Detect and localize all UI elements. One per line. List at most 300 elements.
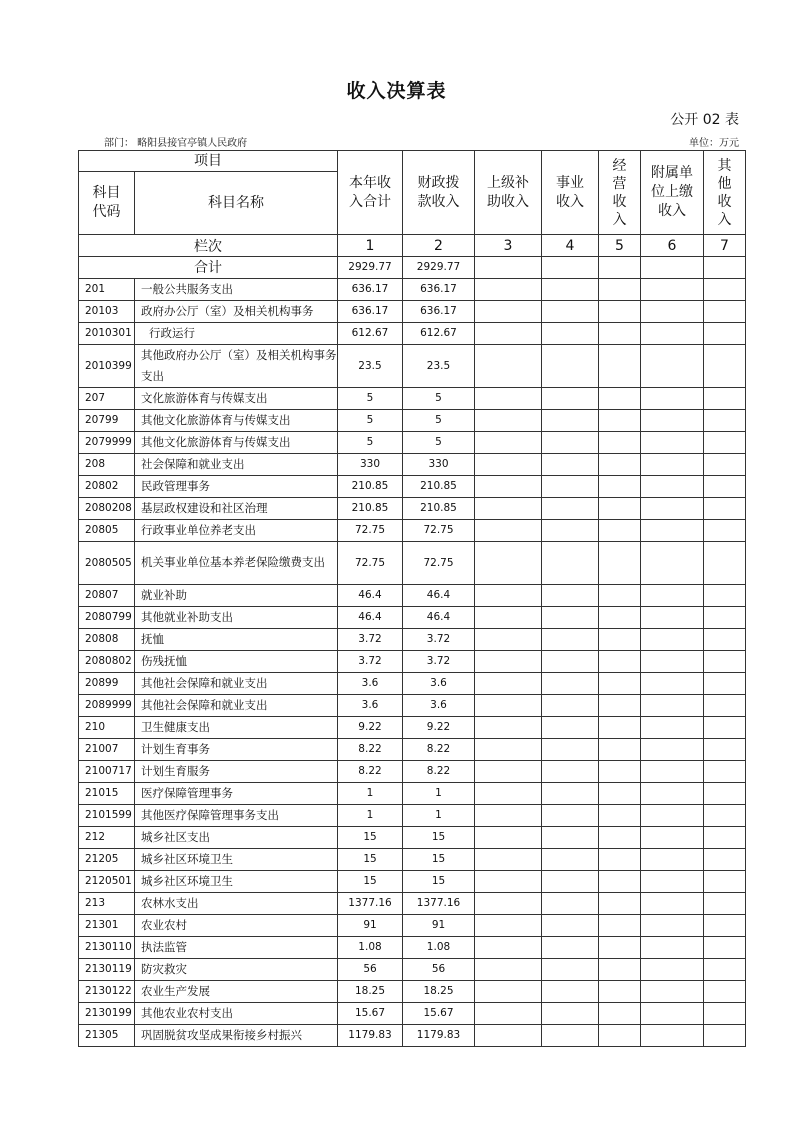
row-superior-subsidy bbox=[475, 387, 542, 409]
row-total-income: 3.6 bbox=[338, 672, 403, 694]
row-operating-income bbox=[599, 672, 641, 694]
row-operating-income bbox=[599, 541, 641, 584]
row-superior-subsidy bbox=[475, 848, 542, 870]
row-name: 农林水支出 bbox=[135, 892, 338, 914]
row-code: 2130199 bbox=[79, 1002, 135, 1024]
row-code: 20799 bbox=[79, 409, 135, 431]
row-business-income bbox=[542, 1024, 599, 1046]
row-other-income bbox=[704, 584, 746, 606]
row-superior-subsidy bbox=[475, 892, 542, 914]
row-superior-subsidy bbox=[475, 584, 542, 606]
row-operating-income bbox=[599, 870, 641, 892]
row-superior-subsidy bbox=[475, 519, 542, 541]
table-row bbox=[79, 431, 746, 453]
row-superior-subsidy bbox=[475, 672, 542, 694]
unit-label: 单位：万元 bbox=[689, 138, 739, 149]
row-operating-income bbox=[599, 694, 641, 716]
row-name: 其他就业补助支出 bbox=[135, 606, 338, 628]
total-c6 bbox=[641, 257, 704, 279]
row-fiscal-income: 15 bbox=[403, 870, 475, 892]
row-other-income bbox=[704, 870, 746, 892]
table-row bbox=[79, 344, 746, 387]
row-affiliate-income bbox=[641, 322, 704, 344]
row-business-income bbox=[542, 650, 599, 672]
row-code: 207 bbox=[79, 387, 135, 409]
row-affiliate-income bbox=[641, 409, 704, 431]
row-fiscal-income: 15 bbox=[403, 848, 475, 870]
row-fiscal-income: 636.17 bbox=[403, 278, 475, 300]
row-affiliate-income bbox=[641, 431, 704, 453]
row-other-income bbox=[704, 914, 746, 936]
row-business-income bbox=[542, 409, 599, 431]
row-code: 2100717 bbox=[79, 760, 135, 782]
row-total-income: 72.75 bbox=[338, 541, 403, 584]
table-row bbox=[79, 497, 746, 519]
row-affiliate-income bbox=[641, 497, 704, 519]
col-number-4: 4 bbox=[542, 235, 599, 257]
row-other-income bbox=[704, 826, 746, 848]
row-name: 政府办公厅（室）及相关机构事务 bbox=[135, 300, 338, 322]
row-affiliate-income bbox=[641, 848, 704, 870]
row-code: 2010399 bbox=[79, 344, 135, 387]
row-business-income bbox=[542, 804, 599, 826]
row-superior-subsidy bbox=[475, 914, 542, 936]
table-row bbox=[79, 672, 746, 694]
row-total-income: 636.17 bbox=[338, 300, 403, 322]
row-name: 其他社会保障和就业支出 bbox=[135, 672, 338, 694]
row-operating-income bbox=[599, 716, 641, 738]
table-row bbox=[79, 1002, 746, 1024]
row-business-income bbox=[542, 914, 599, 936]
row-fiscal-income: 210.85 bbox=[403, 497, 475, 519]
row-business-income bbox=[542, 738, 599, 760]
total-c2: 2929.77 bbox=[403, 257, 475, 279]
row-fiscal-income: 3.6 bbox=[403, 672, 475, 694]
row-total-income: 1 bbox=[338, 782, 403, 804]
row-name: 计划生育服务 bbox=[135, 760, 338, 782]
table-row bbox=[79, 694, 746, 716]
table-row bbox=[79, 475, 746, 497]
row-affiliate-income bbox=[641, 650, 704, 672]
row-name: 卫生健康支出 bbox=[135, 716, 338, 738]
row-fiscal-income: 612.67 bbox=[403, 322, 475, 344]
table-row bbox=[79, 738, 746, 760]
row-other-income bbox=[704, 738, 746, 760]
table-row bbox=[79, 628, 746, 650]
row-affiliate-income bbox=[641, 519, 704, 541]
row-other-income bbox=[704, 628, 746, 650]
row-affiliate-income bbox=[641, 804, 704, 826]
row-total-income: 15 bbox=[338, 870, 403, 892]
row-business-income bbox=[542, 1002, 599, 1024]
row-code: 20808 bbox=[79, 628, 135, 650]
total-c1: 2929.77 bbox=[338, 257, 403, 279]
row-total-income: 210.85 bbox=[338, 497, 403, 519]
row-operating-income bbox=[599, 958, 641, 980]
row-code: 2080799 bbox=[79, 606, 135, 628]
table-row bbox=[79, 387, 746, 409]
col-number-1: 1 bbox=[338, 235, 403, 257]
row-superior-subsidy bbox=[475, 541, 542, 584]
row-business-income bbox=[542, 606, 599, 628]
row-business-income bbox=[542, 278, 599, 300]
table-row bbox=[79, 409, 746, 431]
row-other-income bbox=[704, 958, 746, 980]
row-name: 其他文化旅游体育与传媒支出 bbox=[135, 409, 338, 431]
row-superior-subsidy bbox=[475, 936, 542, 958]
total-label: 合计 bbox=[79, 257, 338, 279]
row-fiscal-income: 72.75 bbox=[403, 541, 475, 584]
row-other-income bbox=[704, 892, 746, 914]
total-c3 bbox=[475, 257, 542, 279]
row-operating-income bbox=[599, 519, 641, 541]
row-total-income: 15.67 bbox=[338, 1002, 403, 1024]
row-affiliate-income bbox=[641, 628, 704, 650]
header-col3: 上级补助收入 bbox=[475, 151, 542, 235]
row-code: 210 bbox=[79, 716, 135, 738]
row-operating-income bbox=[599, 606, 641, 628]
row-name: 一般公共服务支出 bbox=[135, 278, 338, 300]
row-total-income: 8.22 bbox=[338, 738, 403, 760]
row-fiscal-income: 1179.83 bbox=[403, 1024, 475, 1046]
header-col5: 经营收入 bbox=[599, 151, 641, 235]
row-business-income bbox=[542, 431, 599, 453]
row-other-income bbox=[704, 804, 746, 826]
table-row bbox=[79, 584, 746, 606]
row-affiliate-income bbox=[641, 892, 704, 914]
row-name: 社会保障和就业支出 bbox=[135, 453, 338, 475]
row-code: 2080802 bbox=[79, 650, 135, 672]
row-operating-income bbox=[599, 826, 641, 848]
row-total-income: 3.72 bbox=[338, 628, 403, 650]
row-code: 2130122 bbox=[79, 980, 135, 1002]
row-total-income: 3.72 bbox=[338, 650, 403, 672]
row-other-income bbox=[704, 1024, 746, 1046]
row-superior-subsidy bbox=[475, 606, 542, 628]
row-business-income bbox=[542, 870, 599, 892]
row-other-income bbox=[704, 1002, 746, 1024]
row-operating-income bbox=[599, 497, 641, 519]
row-affiliate-income bbox=[641, 936, 704, 958]
row-name: 其他社会保障和就业支出 bbox=[135, 694, 338, 716]
row-fiscal-income: 5 bbox=[403, 431, 475, 453]
row-name: 就业补助 bbox=[135, 584, 338, 606]
row-superior-subsidy bbox=[475, 804, 542, 826]
row-other-income bbox=[704, 431, 746, 453]
row-name: 抚恤 bbox=[135, 628, 338, 650]
row-total-income: 18.25 bbox=[338, 980, 403, 1002]
row-operating-income bbox=[599, 322, 641, 344]
row-affiliate-income bbox=[641, 344, 704, 387]
row-business-income bbox=[542, 475, 599, 497]
row-name: 执法监管 bbox=[135, 936, 338, 958]
table-row bbox=[79, 782, 746, 804]
row-operating-income bbox=[599, 584, 641, 606]
row-total-income: 3.6 bbox=[338, 694, 403, 716]
row-affiliate-income bbox=[641, 738, 704, 760]
row-name: 其他农业农村支出 bbox=[135, 1002, 338, 1024]
table-row bbox=[79, 453, 746, 475]
row-operating-income bbox=[599, 387, 641, 409]
row-superior-subsidy bbox=[475, 278, 542, 300]
row-code: 2079999 bbox=[79, 431, 135, 453]
row-fiscal-income: 636.17 bbox=[403, 300, 475, 322]
row-business-income bbox=[542, 584, 599, 606]
row-business-income bbox=[542, 387, 599, 409]
row-name: 城乡社区支出 bbox=[135, 826, 338, 848]
row-affiliate-income bbox=[641, 958, 704, 980]
row-other-income bbox=[704, 672, 746, 694]
header-lanci: 栏次 bbox=[79, 235, 338, 257]
row-fiscal-income: 72.75 bbox=[403, 519, 475, 541]
row-other-income bbox=[704, 694, 746, 716]
row-affiliate-income bbox=[641, 453, 704, 475]
row-code: 201 bbox=[79, 278, 135, 300]
row-affiliate-income bbox=[641, 826, 704, 848]
row-name: 巩固脱贫攻坚成果衔接乡村振兴 bbox=[135, 1024, 338, 1046]
row-code: 21015 bbox=[79, 782, 135, 804]
row-name: 其他医疗保障管理事务支出 bbox=[135, 804, 338, 826]
row-superior-subsidy bbox=[475, 738, 542, 760]
table-row bbox=[79, 541, 746, 584]
row-business-income bbox=[542, 672, 599, 694]
row-business-income bbox=[542, 344, 599, 387]
row-affiliate-income bbox=[641, 584, 704, 606]
table-row bbox=[79, 278, 746, 300]
row-superior-subsidy bbox=[475, 826, 542, 848]
row-total-income: 5 bbox=[338, 431, 403, 453]
row-operating-income bbox=[599, 475, 641, 497]
row-other-income bbox=[704, 453, 746, 475]
row-operating-income bbox=[599, 914, 641, 936]
row-superior-subsidy bbox=[475, 980, 542, 1002]
row-total-income: 1.08 bbox=[338, 936, 403, 958]
row-fiscal-income: 3.6 bbox=[403, 694, 475, 716]
row-name: 伤残抚恤 bbox=[135, 650, 338, 672]
table-row bbox=[79, 804, 746, 826]
row-superior-subsidy bbox=[475, 431, 542, 453]
table-row bbox=[79, 606, 746, 628]
header-col4: 事业收入 bbox=[542, 151, 599, 235]
row-name: 医疗保障管理事务 bbox=[135, 782, 338, 804]
row-superior-subsidy bbox=[475, 1002, 542, 1024]
row-other-income bbox=[704, 936, 746, 958]
row-total-income: 46.4 bbox=[338, 584, 403, 606]
row-fiscal-income: 8.22 bbox=[403, 738, 475, 760]
row-total-income: 23.5 bbox=[338, 344, 403, 387]
table-row bbox=[79, 322, 746, 344]
row-total-income: 72.75 bbox=[338, 519, 403, 541]
row-other-income bbox=[704, 782, 746, 804]
income-final-accounts-table bbox=[78, 150, 746, 1047]
row-total-income: 612.67 bbox=[338, 322, 403, 344]
row-affiliate-income bbox=[641, 870, 704, 892]
row-fiscal-income: 56 bbox=[403, 958, 475, 980]
row-name: 行政事业单位养老支出 bbox=[135, 519, 338, 541]
row-business-income bbox=[542, 628, 599, 650]
row-superior-subsidy bbox=[475, 782, 542, 804]
row-code: 21205 bbox=[79, 848, 135, 870]
row-name: 计划生育事务 bbox=[135, 738, 338, 760]
table-row bbox=[79, 300, 746, 322]
row-total-income: 56 bbox=[338, 958, 403, 980]
row-total-income: 46.4 bbox=[338, 606, 403, 628]
row-operating-income bbox=[599, 980, 641, 1002]
row-operating-income bbox=[599, 409, 641, 431]
row-other-income bbox=[704, 409, 746, 431]
row-name: 民政管理事务 bbox=[135, 475, 338, 497]
row-affiliate-income bbox=[641, 606, 704, 628]
row-affiliate-income bbox=[641, 760, 704, 782]
row-code: 2080208 bbox=[79, 497, 135, 519]
row-operating-income bbox=[599, 782, 641, 804]
row-superior-subsidy bbox=[475, 694, 542, 716]
row-superior-subsidy bbox=[475, 322, 542, 344]
row-superior-subsidy bbox=[475, 300, 542, 322]
row-affiliate-income bbox=[641, 1024, 704, 1046]
row-total-income: 1 bbox=[338, 804, 403, 826]
row-superior-subsidy bbox=[475, 716, 542, 738]
row-superior-subsidy bbox=[475, 475, 542, 497]
row-code: 20103 bbox=[79, 300, 135, 322]
total-c4 bbox=[542, 257, 599, 279]
row-affiliate-income bbox=[641, 694, 704, 716]
row-total-income: 5 bbox=[338, 409, 403, 431]
row-fiscal-income: 5 bbox=[403, 387, 475, 409]
row-name: 城乡社区环境卫生 bbox=[135, 870, 338, 892]
row-affiliate-income bbox=[641, 387, 704, 409]
row-affiliate-income bbox=[641, 278, 704, 300]
table-row bbox=[79, 848, 746, 870]
row-business-income bbox=[542, 322, 599, 344]
table-row bbox=[79, 716, 746, 738]
row-business-income bbox=[542, 519, 599, 541]
row-operating-income bbox=[599, 738, 641, 760]
row-affiliate-income bbox=[641, 672, 704, 694]
row-operating-income bbox=[599, 453, 641, 475]
row-operating-income bbox=[599, 936, 641, 958]
row-operating-income bbox=[599, 431, 641, 453]
row-code: 2080505 bbox=[79, 541, 135, 584]
row-fiscal-income: 5 bbox=[403, 409, 475, 431]
row-code: 2089999 bbox=[79, 694, 135, 716]
row-other-income bbox=[704, 760, 746, 782]
col-number-7: 7 bbox=[704, 235, 746, 257]
row-business-income bbox=[542, 958, 599, 980]
row-affiliate-income bbox=[641, 541, 704, 584]
row-fiscal-income: 8.22 bbox=[403, 760, 475, 782]
header-code: 科目代码 bbox=[79, 172, 135, 235]
row-other-income bbox=[704, 387, 746, 409]
row-code: 213 bbox=[79, 892, 135, 914]
row-name: 农业生产发展 bbox=[135, 980, 338, 1002]
row-other-income bbox=[704, 519, 746, 541]
row-total-income: 636.17 bbox=[338, 278, 403, 300]
row-other-income bbox=[704, 650, 746, 672]
row-other-income bbox=[704, 716, 746, 738]
row-business-income bbox=[542, 716, 599, 738]
row-superior-subsidy bbox=[475, 958, 542, 980]
table-row bbox=[79, 650, 746, 672]
row-other-income bbox=[704, 278, 746, 300]
row-total-income: 1377.16 bbox=[338, 892, 403, 914]
header-name: 科目名称 bbox=[135, 172, 338, 235]
row-name: 防灾救灾 bbox=[135, 958, 338, 980]
row-fiscal-income: 330 bbox=[403, 453, 475, 475]
row-total-income: 91 bbox=[338, 914, 403, 936]
row-other-income bbox=[704, 980, 746, 1002]
document-title: 收入决算表 bbox=[346, 80, 447, 102]
row-fiscal-income: 1 bbox=[403, 782, 475, 804]
row-code: 21305 bbox=[79, 1024, 135, 1046]
table-row bbox=[79, 892, 746, 914]
row-business-income bbox=[542, 892, 599, 914]
row-fiscal-income: 91 bbox=[403, 914, 475, 936]
table-row bbox=[79, 826, 746, 848]
row-affiliate-income bbox=[641, 1002, 704, 1024]
row-operating-income bbox=[599, 804, 641, 826]
row-total-income: 15 bbox=[338, 848, 403, 870]
table-row bbox=[79, 870, 746, 892]
row-name: 文化旅游体育与传媒支出 bbox=[135, 387, 338, 409]
row-name: 其他政府办公厅（室）及相关机构事务支出 bbox=[135, 344, 338, 387]
row-name: 基层政权建设和社区治理 bbox=[135, 497, 338, 519]
table-row bbox=[79, 1024, 746, 1046]
row-name: 其他文化旅游体育与传媒支出 bbox=[135, 431, 338, 453]
row-other-income bbox=[704, 848, 746, 870]
table-row bbox=[79, 914, 746, 936]
row-total-income: 210.85 bbox=[338, 475, 403, 497]
table-row bbox=[79, 760, 746, 782]
row-code: 20899 bbox=[79, 672, 135, 694]
row-fiscal-income: 3.72 bbox=[403, 628, 475, 650]
row-fiscal-income: 46.4 bbox=[403, 606, 475, 628]
row-business-income bbox=[542, 826, 599, 848]
row-code: 21007 bbox=[79, 738, 135, 760]
row-other-income bbox=[704, 322, 746, 344]
row-operating-income bbox=[599, 278, 641, 300]
row-code: 2130119 bbox=[79, 958, 135, 980]
row-code: 212 bbox=[79, 826, 135, 848]
row-superior-subsidy bbox=[475, 453, 542, 475]
row-superior-subsidy bbox=[475, 650, 542, 672]
row-code: 21301 bbox=[79, 914, 135, 936]
row-operating-income bbox=[599, 344, 641, 387]
row-superior-subsidy bbox=[475, 870, 542, 892]
row-other-income bbox=[704, 300, 746, 322]
form-number: 公开 02 表 bbox=[670, 112, 739, 128]
row-operating-income bbox=[599, 300, 641, 322]
col-number-5: 5 bbox=[599, 235, 641, 257]
row-business-income bbox=[542, 980, 599, 1002]
row-name: 农业农村 bbox=[135, 914, 338, 936]
row-other-income bbox=[704, 344, 746, 387]
row-business-income bbox=[542, 760, 599, 782]
row-total-income: 5 bbox=[338, 387, 403, 409]
row-name: 行政运行 bbox=[135, 322, 338, 344]
table-row bbox=[79, 958, 746, 980]
table-row bbox=[79, 519, 746, 541]
row-name: 机关事业单位基本养老保险缴费支出 bbox=[135, 541, 338, 584]
row-business-income bbox=[542, 541, 599, 584]
row-superior-subsidy bbox=[475, 628, 542, 650]
col-number-2: 2 bbox=[403, 235, 475, 257]
row-superior-subsidy bbox=[475, 760, 542, 782]
row-business-income bbox=[542, 936, 599, 958]
table-row bbox=[79, 936, 746, 958]
row-affiliate-income bbox=[641, 914, 704, 936]
row-name: 城乡社区环境卫生 bbox=[135, 848, 338, 870]
